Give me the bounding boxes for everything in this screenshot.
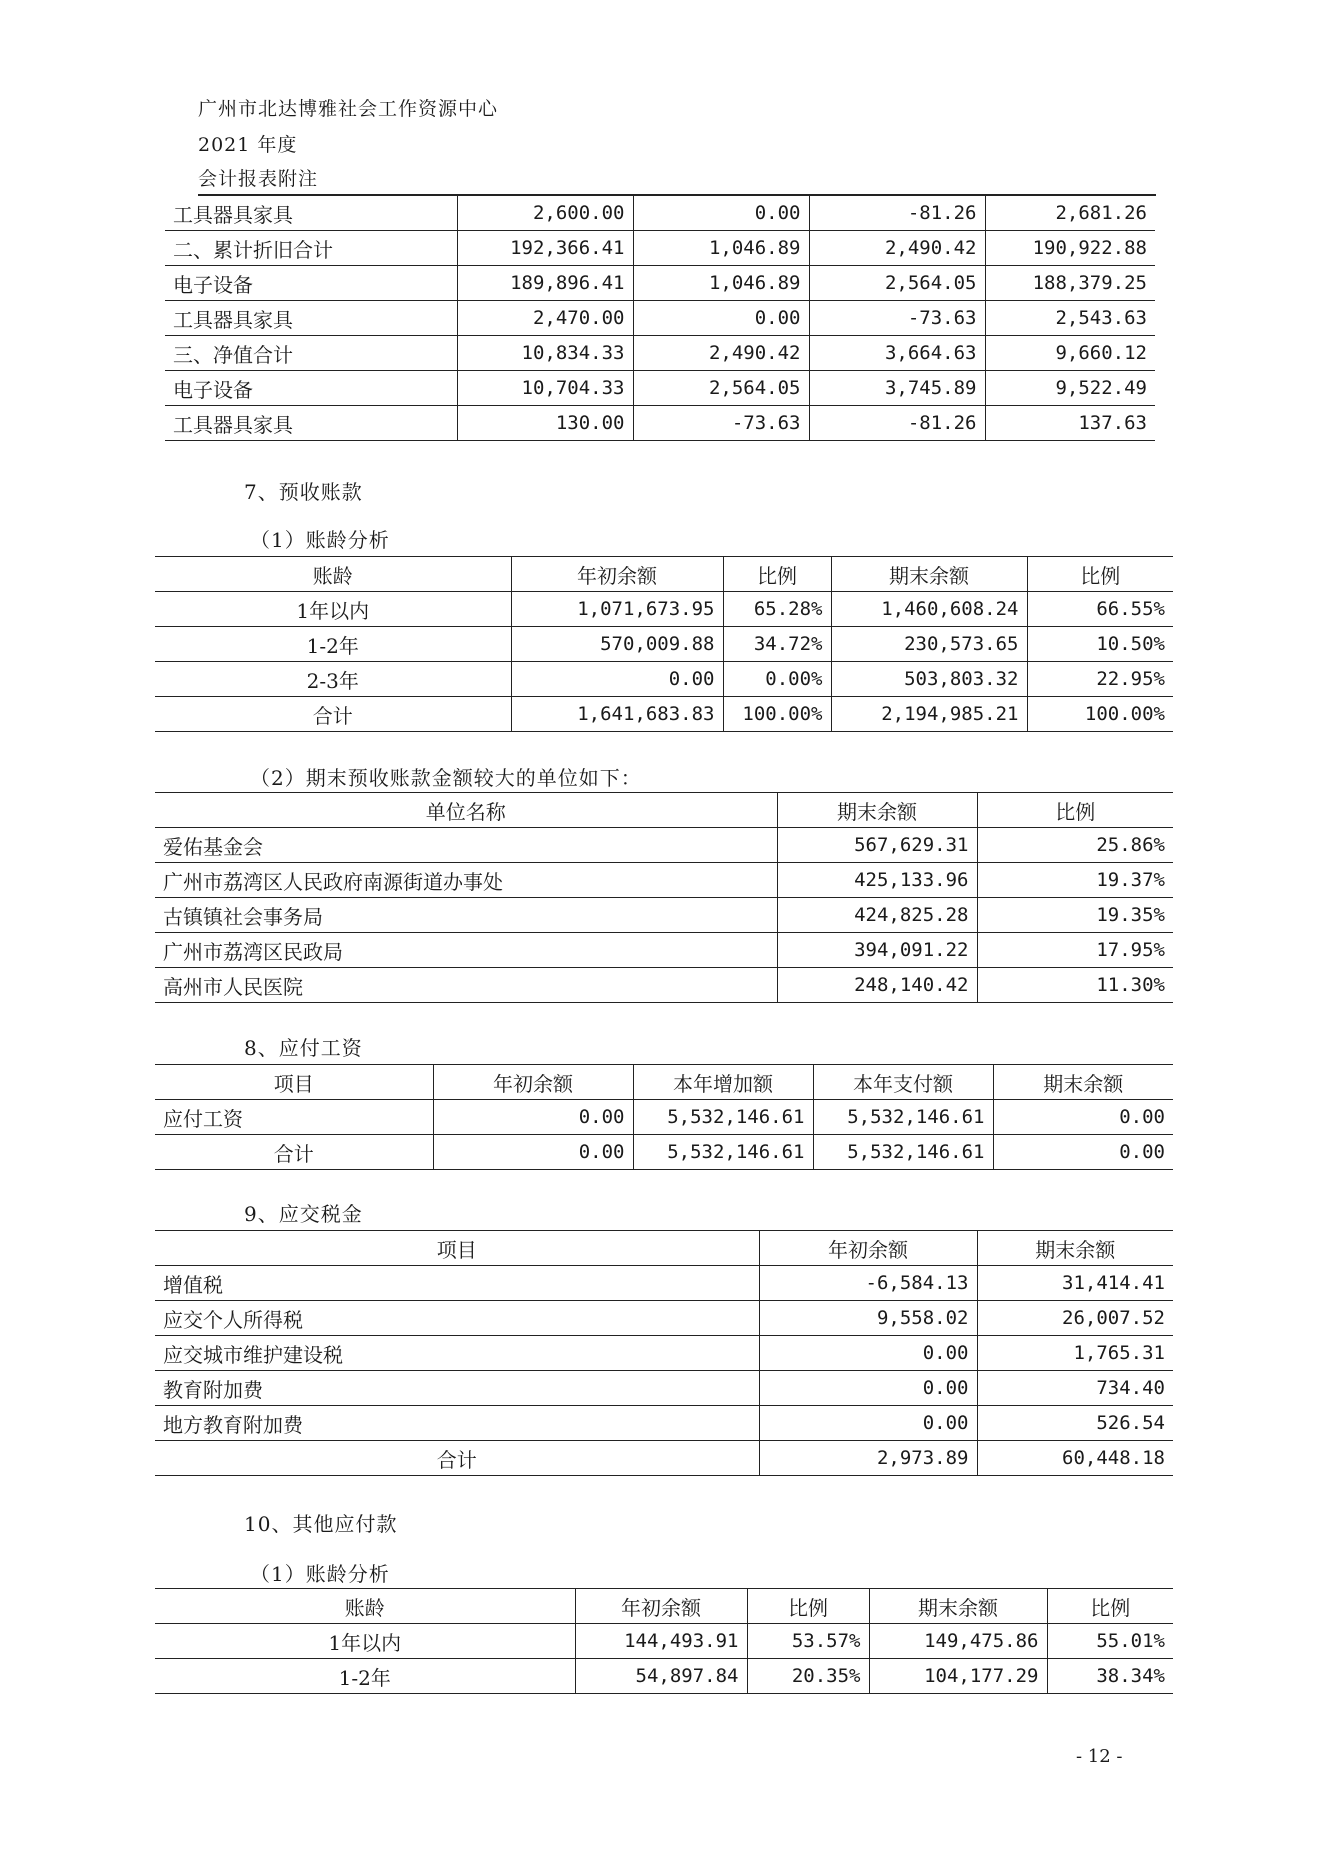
column-header: 期末余额 bbox=[777, 793, 977, 828]
table-row bbox=[155, 662, 1173, 697]
table-row bbox=[155, 898, 1173, 933]
section-7-sub2: （2）期末预收账款金额较大的单位如下： bbox=[250, 766, 642, 790]
cell: 1,046.89 bbox=[633, 266, 809, 301]
cell: 5,532,146.61 bbox=[633, 1100, 813, 1135]
cell: 5,532,146.61 bbox=[813, 1135, 993, 1170]
fixed-assets-table bbox=[165, 196, 1155, 441]
table-header-row bbox=[155, 1065, 1173, 1100]
table-row bbox=[165, 301, 1155, 336]
table-row bbox=[165, 266, 1155, 301]
cell: -6,584.13 bbox=[759, 1266, 977, 1301]
table-row bbox=[155, 1336, 1173, 1371]
table-row bbox=[155, 627, 1173, 662]
column-header: 年初余额 bbox=[759, 1231, 977, 1266]
column-header: 年初余额 bbox=[433, 1065, 633, 1100]
cell: 11.30% bbox=[977, 968, 1173, 1003]
cell: 65.28% bbox=[723, 592, 831, 627]
section-7-sub1: （1）账龄分析 bbox=[250, 528, 390, 552]
wages-payable-table bbox=[155, 1064, 1173, 1170]
row-label: 教育附加费 bbox=[155, 1371, 759, 1406]
table-row bbox=[155, 1100, 1173, 1135]
table-row bbox=[155, 968, 1173, 1003]
cell: 2,681.26 bbox=[985, 196, 1155, 231]
cell: 2,564.05 bbox=[633, 371, 809, 406]
table-row bbox=[155, 1266, 1173, 1301]
column-header: 项目 bbox=[155, 1231, 759, 1266]
column-header: 比例 bbox=[1027, 557, 1173, 592]
cell: 66.55% bbox=[1027, 592, 1173, 627]
cell: -73.63 bbox=[633, 406, 809, 441]
cell: 1,641,683.83 bbox=[511, 697, 723, 732]
cell: 188,379.25 bbox=[985, 266, 1155, 301]
table-row bbox=[165, 406, 1155, 441]
column-header: 本年支付额 bbox=[813, 1065, 993, 1100]
row-label: 1-2年 bbox=[155, 627, 511, 662]
row-label: 合计 bbox=[155, 697, 511, 732]
advance-receipts-aging-table bbox=[155, 556, 1173, 732]
page-number: - 12 - bbox=[1076, 1746, 1123, 1767]
cell: 60,448.18 bbox=[977, 1441, 1173, 1476]
cell: 100.00% bbox=[723, 697, 831, 732]
cell: 190,922.88 bbox=[985, 231, 1155, 266]
table-row bbox=[155, 828, 1173, 863]
column-header: 本年增加额 bbox=[633, 1065, 813, 1100]
cell: 1,765.31 bbox=[977, 1336, 1173, 1371]
row-label: 爱佑基金会 bbox=[155, 828, 777, 863]
cell: 25.86% bbox=[977, 828, 1173, 863]
row-label: 应付工资 bbox=[155, 1100, 433, 1135]
row-label: 应交城市维护建设税 bbox=[155, 1336, 759, 1371]
section-10-title: 10、其他应付款 bbox=[244, 1512, 398, 1536]
cell: 0.00 bbox=[633, 196, 809, 231]
table-row bbox=[155, 1624, 1173, 1659]
cell: 10.50% bbox=[1027, 627, 1173, 662]
row-label: 合计 bbox=[155, 1441, 759, 1476]
cell: 26,007.52 bbox=[977, 1301, 1173, 1336]
cell: 38.34% bbox=[1047, 1659, 1173, 1694]
cell: 2,490.42 bbox=[809, 231, 985, 266]
table-row bbox=[155, 592, 1173, 627]
cell: 55.01% bbox=[1047, 1624, 1173, 1659]
cell: 189,896.41 bbox=[457, 266, 633, 301]
row-label: 合计 bbox=[155, 1135, 433, 1170]
cell: 34.72% bbox=[723, 627, 831, 662]
table-row bbox=[155, 933, 1173, 968]
row-label: 2-3年 bbox=[155, 662, 511, 697]
cell: 54,897.84 bbox=[575, 1659, 747, 1694]
cell: 1,460,608.24 bbox=[831, 592, 1027, 627]
table-row bbox=[165, 336, 1155, 371]
cell: 0.00 bbox=[759, 1336, 977, 1371]
column-header: 比例 bbox=[977, 793, 1173, 828]
cell: 100.00% bbox=[1027, 697, 1173, 732]
report-year: 2021 年度 bbox=[198, 134, 298, 156]
column-header: 年初余额 bbox=[575, 1589, 747, 1624]
cell: 10,834.33 bbox=[457, 336, 633, 371]
column-header: 账龄 bbox=[155, 557, 511, 592]
cell: 0.00 bbox=[633, 301, 809, 336]
cell: 0.00 bbox=[433, 1100, 633, 1135]
cell: 130.00 bbox=[457, 406, 633, 441]
cell: 5,532,146.61 bbox=[633, 1135, 813, 1170]
cell: 19.35% bbox=[977, 898, 1173, 933]
row-label: 1年以内 bbox=[155, 1624, 575, 1659]
table-row bbox=[155, 1659, 1173, 1694]
cell: 2,194,985.21 bbox=[831, 697, 1027, 732]
row-label: 应交个人所得税 bbox=[155, 1301, 759, 1336]
cell: 1,046.89 bbox=[633, 231, 809, 266]
table-row bbox=[165, 196, 1155, 231]
taxes-payable-table bbox=[155, 1230, 1173, 1476]
row-label: 二、累计折旧合计 bbox=[165, 231, 457, 266]
table-row bbox=[165, 231, 1155, 266]
cell: 394,091.22 bbox=[777, 933, 977, 968]
cell: 22.95% bbox=[1027, 662, 1173, 697]
cell: 31,414.41 bbox=[977, 1266, 1173, 1301]
cell: 9,522.49 bbox=[985, 371, 1155, 406]
row-label: 三、净值合计 bbox=[165, 336, 457, 371]
table-header-row bbox=[155, 557, 1173, 592]
row-label: 工具器具家具 bbox=[165, 196, 457, 231]
table-row bbox=[165, 371, 1155, 406]
column-header: 单位名称 bbox=[155, 793, 777, 828]
column-header: 期末余额 bbox=[869, 1589, 1047, 1624]
cell: 0.00 bbox=[433, 1135, 633, 1170]
cell: 1,071,673.95 bbox=[511, 592, 723, 627]
cell: 9,558.02 bbox=[759, 1301, 977, 1336]
cell: 104,177.29 bbox=[869, 1659, 1047, 1694]
column-header: 期末余额 bbox=[977, 1231, 1173, 1266]
column-header: 比例 bbox=[1047, 1589, 1173, 1624]
cell: -81.26 bbox=[809, 406, 985, 441]
cell: 0.00 bbox=[759, 1371, 977, 1406]
column-header: 账龄 bbox=[155, 1589, 575, 1624]
table-row bbox=[155, 1301, 1173, 1336]
column-header: 期末余额 bbox=[993, 1065, 1173, 1100]
cell: 53.57% bbox=[747, 1624, 869, 1659]
cell: 567,629.31 bbox=[777, 828, 977, 863]
cell: 3,664.63 bbox=[809, 336, 985, 371]
cell: 0.00 bbox=[511, 662, 723, 697]
cell: 0.00 bbox=[993, 1100, 1173, 1135]
row-label: 工具器具家具 bbox=[165, 406, 457, 441]
table-row bbox=[155, 697, 1173, 732]
cell: 526.54 bbox=[977, 1406, 1173, 1441]
section-10-sub1: （1）账龄分析 bbox=[250, 1562, 390, 1586]
row-label: 古镇镇社会事务局 bbox=[155, 898, 777, 933]
cell: 425,133.96 bbox=[777, 863, 977, 898]
cell: 0.00% bbox=[723, 662, 831, 697]
cell: 0.00 bbox=[759, 1406, 977, 1441]
column-header: 比例 bbox=[723, 557, 831, 592]
cell: 2,490.42 bbox=[633, 336, 809, 371]
row-label: 1-2年 bbox=[155, 1659, 575, 1694]
cell: 503,803.32 bbox=[831, 662, 1027, 697]
cell: 17.95% bbox=[977, 933, 1173, 968]
cell: 2,564.05 bbox=[809, 266, 985, 301]
cell: 5,532,146.61 bbox=[813, 1100, 993, 1135]
table-row bbox=[155, 1441, 1173, 1476]
table-header-row bbox=[155, 793, 1173, 828]
table-row bbox=[155, 1406, 1173, 1441]
cell: 2,973.89 bbox=[759, 1441, 977, 1476]
cell: 19.37% bbox=[977, 863, 1173, 898]
row-label: 增值税 bbox=[155, 1266, 759, 1301]
cell: 9,660.12 bbox=[985, 336, 1155, 371]
row-label: 工具器具家具 bbox=[165, 301, 457, 336]
cell: 144,493.91 bbox=[575, 1624, 747, 1659]
column-header: 比例 bbox=[747, 1589, 869, 1624]
cell: 2,543.63 bbox=[985, 301, 1155, 336]
cell: 230,573.65 bbox=[831, 627, 1027, 662]
other-payables-aging-table bbox=[155, 1588, 1173, 1694]
cell: 0.00 bbox=[993, 1135, 1173, 1170]
row-label: 地方教育附加费 bbox=[155, 1406, 759, 1441]
cell: 424,825.28 bbox=[777, 898, 977, 933]
doc-title: 会计报表附注 bbox=[198, 168, 319, 190]
cell: 734.40 bbox=[977, 1371, 1173, 1406]
org-name: 广州市北达博雅社会工作资源中心 bbox=[198, 98, 499, 120]
cell: 10,704.33 bbox=[457, 371, 633, 406]
major-units-table bbox=[155, 792, 1173, 1003]
row-label: 广州市荔湾区民政局 bbox=[155, 933, 777, 968]
row-label: 广州市荔湾区人民政府南源街道办事处 bbox=[155, 863, 777, 898]
table-row bbox=[155, 1371, 1173, 1406]
cell: 2,600.00 bbox=[457, 196, 633, 231]
section-8-title: 8、应付工资 bbox=[244, 1036, 363, 1060]
row-label: 电子设备 bbox=[165, 266, 457, 301]
row-label: 电子设备 bbox=[165, 371, 457, 406]
cell: -73.63 bbox=[809, 301, 985, 336]
cell: 20.35% bbox=[747, 1659, 869, 1694]
column-header: 项目 bbox=[155, 1065, 433, 1100]
cell: -81.26 bbox=[809, 196, 985, 231]
table-row bbox=[155, 863, 1173, 898]
cell: 2,470.00 bbox=[457, 301, 633, 336]
section-7-title: 7、预收账款 bbox=[244, 480, 363, 504]
cell: 149,475.86 bbox=[869, 1624, 1047, 1659]
cell: 570,009.88 bbox=[511, 627, 723, 662]
table-header-row bbox=[155, 1231, 1173, 1266]
cell: 248,140.42 bbox=[777, 968, 977, 1003]
table-row bbox=[155, 1135, 1173, 1170]
table-header-row bbox=[155, 1589, 1173, 1624]
column-header: 年初余额 bbox=[511, 557, 723, 592]
column-header: 期末余额 bbox=[831, 557, 1027, 592]
row-label: 高州市人民医院 bbox=[155, 968, 777, 1003]
section-9-title: 9、应交税金 bbox=[244, 1202, 363, 1226]
row-label: 1年以内 bbox=[155, 592, 511, 627]
cell: 3,745.89 bbox=[809, 371, 985, 406]
cell: 192,366.41 bbox=[457, 231, 633, 266]
cell: 137.63 bbox=[985, 406, 1155, 441]
